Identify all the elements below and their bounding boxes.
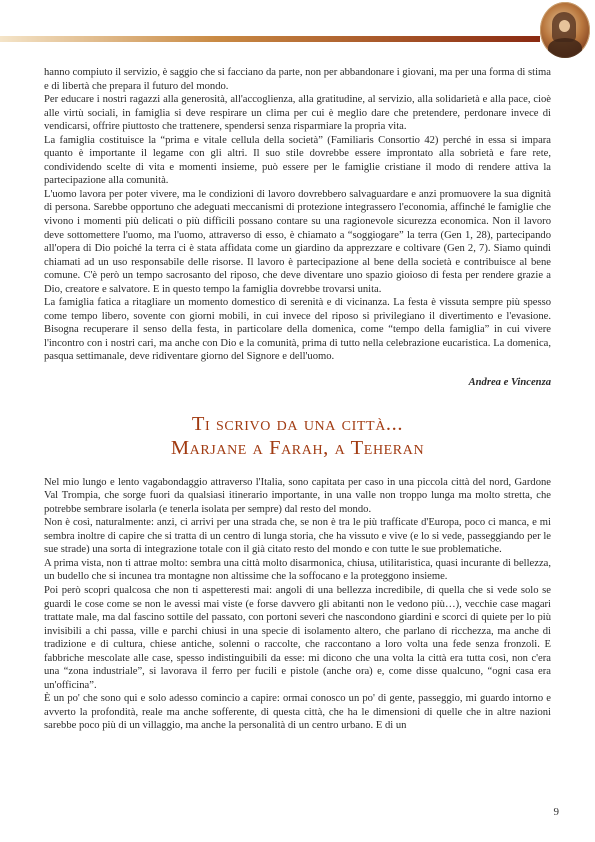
header-decorative-rule <box>0 36 540 42</box>
page-number: 9 <box>553 806 559 818</box>
body-paragraph: La famiglia costituisce la “prima e vitale cellula della società” (Familiaris Consortio 42) perché in essa si impara quanto è importante il legame con gli altri. Il suo stile dovrebbe essere improntato alla sobrietà e fare rete, condividendo scelte di vita e momenti insieme, può essere per le famiglie cristiane il modo di rendere attiva la partecipazione alla comunità. <box>44 134 551 187</box>
saint-medallion-icon <box>540 2 590 58</box>
article-paragraph: Poi però scopri qualcosa che non ti aspetteresti mai: angoli di una bellezza incredibile, di quella che si vede solo se guardi le cose come se non le avessi mai viste (e forse davvero gli abitanti non le vedono più…), vecchie case magari trattate male, ma dal fascino sottile del passato, con portoni severi che nascondono giardini e scorci di quiete per lo più invisibili a chi passa, ville e parchi chiusi in una specie di isolamento altero, che parlano di ricchezza, ma anche di tradizione e di cultura, chiese antiche, solenni o raccolte, che raccontano a loro volta una fede senza fronzoli. E fabbriche mescolate alle case, spesso indistinguibili da esse: mi dicono che una volta la città era tutta così, non c'era una “zona industriale”, si lavorava il ferro per fucili e pistole (anche ora) e, come disse qualcuno, “ogni casa era un'officina”. <box>44 584 551 691</box>
article-title-line-1: Ti scrivo da una città... <box>191 412 404 435</box>
article-paragraph: È un po' che sono qui e solo adesso comincio a capire: ormai conosco un po' di gente, passeggio, mi guardo intorno e avverto la profondità, reale ma anche sofferente, di questa città, che ha le dimensioni di quelle che in altre nazioni sarebbe poco più di un villaggio, ma anche la personalità di un centro urbano. E di un <box>44 693 551 732</box>
article-paragraph: Non è così, naturalmente: anzi, ci arrivi per una strada che, se non è tra le più trafficate d'Europa, poco ci manca, e mi sembra inoltre di capire che si tratta di un centro di lunga storia, che ha vissuto e vive (e lo si vede, passeggiando per le sue strade) una sorta di integrazione totale con il già citato resto del mondo e con tutte le sue problematiche. <box>44 517 551 556</box>
body-paragraph: Per educare i nostri ragazzi alla generosità, all'accoglienza, alla gratitudine, al servizio, alla solidarietà e alla pace, cioè alle virtù sociali, in famiglia si deve respirare un clima per cui è meglio dare che pretendere, perdonare invece di vendicarsi, offrire piuttosto che trattenere, spendersi senza risparmiare la propria vita. <box>44 94 551 133</box>
body-paragraph: La famiglia fatica a ritagliare un momento domestico di serenità e di vicinanza. La festa è vissuta sempre più spesso come tempo libero, sovente con giorni mobili, in cui invece del riposo si privilegiano il divertimento e l'evasione. Bisogna recuperare il senso della festa, in particolare della domenica, come “tempo della famiglia” in cui vivere l'incontro con i nostri cari, ma anche con Dio e la comunità, prima di tutto nella celebrazione eucaristica. La domenica, pasqua settimanale, deve ridiventare giorno del Signore e dell'uomo. <box>44 297 551 363</box>
body-paragraph: L'uomo lavora per poter vivere, ma le condizioni di lavoro dovrebbero salvaguardare e anzi promuovere la sua dignità di persona. Sarebbe opportuno che adeguati meccanismi di protezione integrassero l'economia, affinché le famiglie che vivono i momenti più delicati o più difficili possano contare su una ragionevole sicurezza economica. Non il lavoro deve sottomettere l'uomo, ma l'uomo, attraverso di esso, è chiamato a “soggiogare” la terra (Gen 1, 28), partecipando all'opera di Dio poiché la terra ci è stata affidata come un giardino da apprezzare e coltivare (Gen 2, 7). Siamo quindi chiamati ad un uso responsabile delle risorse. Il lavoro è partecipazione al bene della società e contribuisce al bene comune. C'è però un tempo sacrosanto del riposo, che deve diventare uno spazio gioioso di festa per rendere grazie a Dio, creatore e salvatore. E in questo tempo la famiglia dovrebbe trovarsi unita. <box>44 188 551 295</box>
body-paragraph: hanno compiuto il servizio, è saggio che si facciano da parte, non per abbandonare i giovani, ma per una forma di stima e di libertà che prepara il futuro del mondo. <box>44 67 551 92</box>
article-paragraph: Nel mio lungo e lento vagabondaggio attraverso l'Italia, sono capitata per caso in una piccola città del nord, Gardone Val Trompia, che sorge fuori da qualsiasi itinerario importante, in una valle non troppo lunga ma molto stretta, che potrebbe sembrare isolarla (e tenerla isolata per sempre) dal resto del mondo. <box>44 476 551 515</box>
article-title <box>44 412 551 460</box>
article-paragraph: A prima vista, non ti attrae molto: sembra una città molto disarmonica, chiusa, utilitaristica, quasi incurante di bellezza, un budello che si incunea tra montagne non altissime che la soffocano e la proteggono insieme. <box>44 557 551 583</box>
page-content <box>44 66 551 733</box>
author-signature: Andrea e Vincenza <box>468 377 551 389</box>
article-title-line-2: Marjane a Farah, a Teheran <box>170 436 425 459</box>
